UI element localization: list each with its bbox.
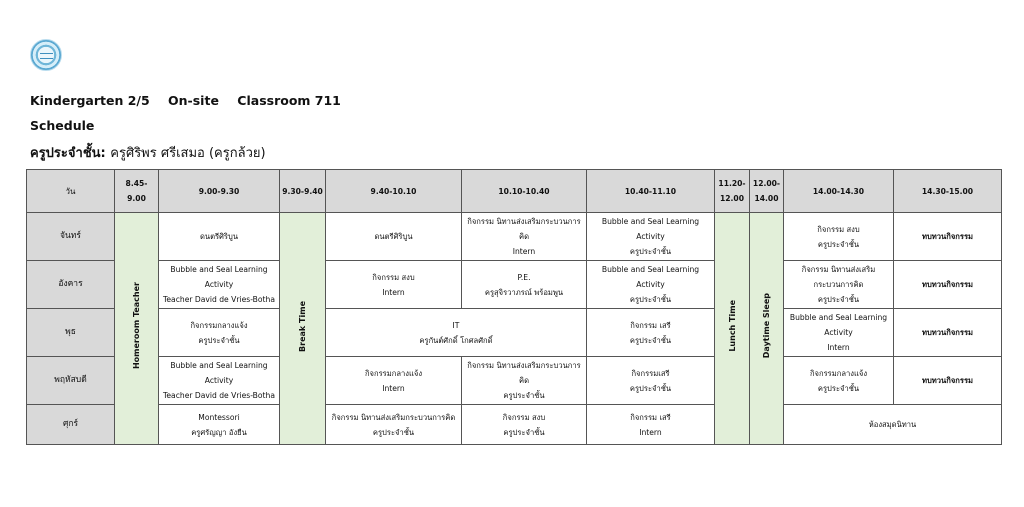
cell: กิจกรรม สงบ Intern [326, 261, 462, 309]
lunch-cell: Lunch Time [715, 213, 750, 445]
col-header-1200: 12.00- 14.00 [750, 170, 784, 213]
cell: ห้องสมุดนิทาน [784, 405, 1002, 445]
cell: Bubble and Seal Learning Activity ครูประจำชั้น [587, 213, 715, 261]
teacher-label: ครูประจำชั้น: [30, 146, 106, 161]
col-header-0940: 9.40-10.10 [326, 170, 462, 213]
day-cell: ศุกร์ [27, 405, 115, 445]
cell: กิจกรรมกลางแจ้ง Intern [326, 357, 462, 405]
schedule-subtitle: Schedule [30, 118, 95, 133]
school-logo [30, 39, 62, 71]
row-wednesday [27, 309, 1002, 357]
row-friday [27, 405, 1002, 445]
day-cell: พุธ [27, 309, 115, 357]
sleep-cell: Daytime Sleep [750, 213, 784, 445]
day-cell: พฤหัสบดี [27, 357, 115, 405]
col-header-0845: 8.45-9.00 [115, 170, 159, 213]
day-cell: จันทร์ [27, 213, 115, 261]
cell: ทบทวนกิจกรรม [894, 357, 1002, 405]
cell: Bubble and Seal Learning Activity Intern [784, 309, 894, 357]
cell: กิจกรรมเสรี ครูประจำชั้น [587, 357, 715, 405]
col-header-1010: 10.10-10.40 [462, 170, 587, 213]
cell: IT ครูกันต์ศักดิ์ โกศลศักดิ์ [326, 309, 587, 357]
cell: P.E. ครูสุจิรวาภรณ์ พร้อมพูน [462, 261, 587, 309]
cell: กิจกรรม นิทานส่งเสริมกระบวนการ คิด Intern [462, 213, 587, 261]
cell: กิจกรรมกลางแจ้ง ครูประจำชั้น [159, 309, 280, 357]
homeroom-teacher-line [30, 142, 266, 163]
class-mode: On-site [168, 93, 219, 108]
col-header-0900: 9.00-9.30 [159, 170, 280, 213]
cell: กิจกรรม นิทานส่งเสริมกระบวนการคิด ครูประจำชั้น [326, 405, 462, 445]
col-header-1120: 11.20- 12.00 [715, 170, 750, 213]
row-tuesday [27, 261, 1002, 309]
cell: Bubble and Seal Learning Activity Teacher David de Vries-Botha [159, 357, 280, 405]
col-header-0930: 9.30-9.40 [280, 170, 326, 213]
cell: กิจกรรม เสรี Intern [587, 405, 715, 445]
cell: กิจกรรม นิทานส่งเสริมกระบวนการ คิด ครูประจำชั้น [462, 357, 587, 405]
teacher-name: ครูศิริพร ศรีเสมอ (ครูกล้วย) [110, 146, 266, 161]
cell: กิจกรรม สงบ ครูประจำชั้น [784, 213, 894, 261]
cell: กิจกรรมกลางแจ้ง ครูประจำชั้น [784, 357, 894, 405]
cell: กิจกรรม สงบ ครูประจำชั้น [462, 405, 587, 445]
schedule-table [26, 169, 1002, 445]
cell: Montessori ครูศรัญญา อังยืน [159, 405, 280, 445]
header-row [27, 170, 1002, 213]
col-header-day: วัน [27, 170, 115, 213]
class-name: Kindergarten 2/5 [30, 93, 150, 108]
class-heading [30, 93, 355, 108]
row-thursday [27, 357, 1002, 405]
cell: ดนตรีศิริบูน [326, 213, 462, 261]
cell: กิจกรรม เสรี ครูประจำชั้น [587, 309, 715, 357]
col-header-1400: 14.00-14.30 [784, 170, 894, 213]
cell: ดนตรีศิริบูน [159, 213, 280, 261]
cell: Bubble and Seal Learning Activity Teacher David de Vries-Botha [159, 261, 280, 309]
day-cell: อังคาร [27, 261, 115, 309]
cell: กิจกรรม นิทานส่งเสริม กระบวนการคิด ครูประจำชั้น [784, 261, 894, 309]
cell: ทบทวนกิจกรรม [894, 213, 1002, 261]
homeroom-cell: Homeroom Teacher [115, 213, 159, 445]
break-cell: Break Time [280, 213, 326, 445]
cell: ทบทวนกิจกรรม [894, 309, 1002, 357]
row-monday [27, 213, 1002, 261]
col-header-1040: 10.40-11.10 [587, 170, 715, 213]
col-header-1430: 14.30-15.00 [894, 170, 1002, 213]
cell: ทบทวนกิจกรรม [894, 261, 1002, 309]
class-room: Classroom 711 [237, 93, 341, 108]
cell: Bubble and Seal Learning Activity ครูประจำชั้น [587, 261, 715, 309]
